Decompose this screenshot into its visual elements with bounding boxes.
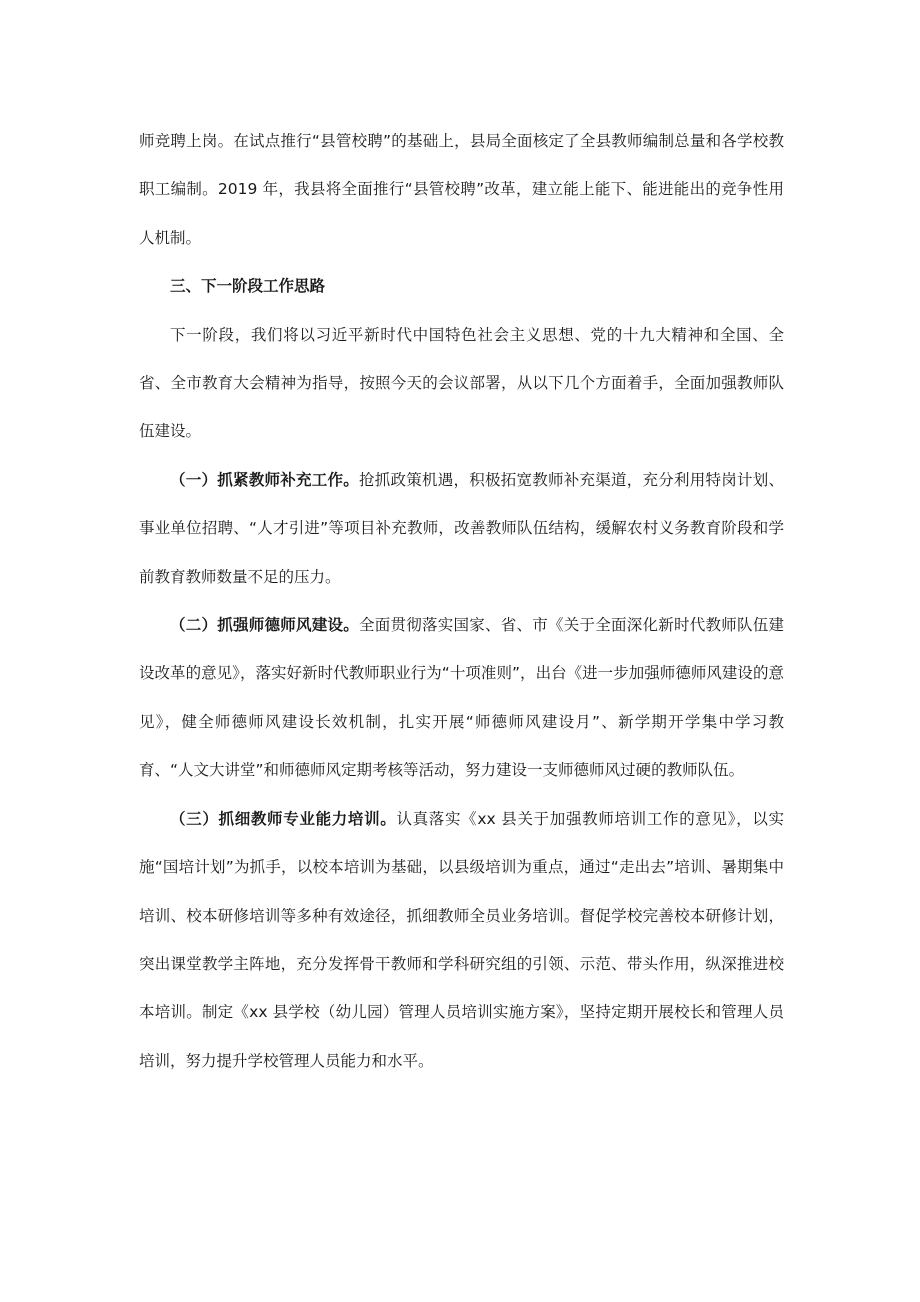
paragraph-teacher-supplement	[139, 456, 784, 601]
paragraph-next-stage-intro: 下一阶段，我们将以习近平新时代中国特色社会主义思想、党的十九大精神和全国、全省、全市教育大会精神为指导，按照今天的会议部署，从以下几个方面着手，全面加强教师队伍建设。	[139, 325, 784, 441]
paragraph-body-1: 抢抓政策机遇，积极拓宽教师补充渠道，充分利用特岗计划、事业单位招聘、“人才引进”等项目补充教师，改善教师队伍结构，缓解农村义务教育阶段和学前教育教师数量不足的压力。	[139, 470, 784, 586]
section-heading-next-stage: 三、下一阶段工作思路	[170, 277, 326, 296]
paragraph-professional-training	[139, 795, 784, 1085]
paragraph-continuation: 师竞聘上岗。在试点推行“县管校聘”的基础上，县局全面核定了全县教师编制总量和各学校教职工编制。2019 年，我县将全面推行“县管校聘”改革，建立能上能下、能进能出的竞争性用人机制。	[139, 132, 784, 247]
document-body	[139, 117, 784, 1085]
paragraph-body-2: 全面贯彻落实国家、省、市《关于全面深化新时代教师队伍建设改革的意见》，落实好新时代教师职业行为“十项准则”，出台《进一步加强师德师风建设的意见》，健全师德师风建设长效机制，扎实开展“师德师风建设月”、新学期开学集中学习教育、“人文大讲堂”和师德师风定期考核等活动，努力建设一支师德师风过硬的教师队伍。	[139, 616, 784, 780]
paragraph-lead-2: （二）抓强师德师风建设。	[170, 616, 359, 635]
paragraph-lead-1: （一）抓紧教师补充工作。	[170, 470, 359, 489]
paragraph-body-3: 认真落实《xx 县关于加强教师培训工作的意见》，以实施“国培计划”为抓手，以校本培训为基础，以县级培训为重点，通过“走出去”培训、暑期集中培训、校本研修培训等多种有效途径，抓细教师全员业务培训。督促学校完善校本研修计划，突出课堂教学主阵地，充分发挥骨干教师和学科研究组的引领、示范、带头作用，纵深推进校本培训。制定《xx 县学校（幼儿园）管理人员培训实施方案》，坚持定期开展校长和管理人员培训，努力提升学校管理人员能力和水平。	[139, 809, 784, 1070]
paragraph-lead-3: （三）抓细教师专业能力培训。	[170, 809, 397, 828]
paragraph-ethics-building	[139, 601, 784, 795]
